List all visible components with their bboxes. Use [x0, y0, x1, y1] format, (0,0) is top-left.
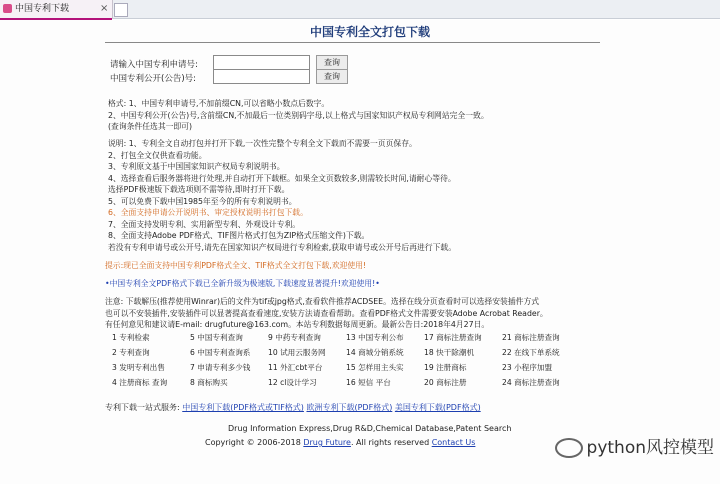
link-item[interactable]: 1 专利检索 — [112, 333, 150, 342]
us-patent-download-link[interactable]: 美国专利下载(PDF格式) — [394, 403, 481, 412]
link-item[interactable]: 23 小程序加盟 — [502, 363, 553, 372]
link-item[interactable]: 20 商标注册 — [424, 378, 467, 387]
link-item[interactable]: 4 注册商标 查询 — [112, 378, 168, 387]
browser-tab-bar — [0, 0, 720, 19]
link-item[interactable]: 12 cl设计学习 — [268, 378, 317, 387]
watermark — [555, 433, 714, 458]
instruction-line-7: 7、全面支持发明专利、实用新型专利、外观设计专利。 — [108, 219, 301, 229]
link-item[interactable]: 21 商标注册查询 — [502, 333, 560, 342]
contact-us-link[interactable]: Contact Us — [431, 438, 476, 447]
publication-number-input[interactable] — [213, 69, 310, 84]
tip-line: 提示:现已全面支持中国专利PDF格式全文、TIF格式全文打包下载,欢迎使用! — [105, 261, 367, 270]
site-favicon-icon — [3, 4, 12, 13]
format-line-1: 格式: 1、中国专利申请号,不加前缀CN,可以省略小数点后数字。 — [108, 99, 330, 108]
watermark-text: python风控模型 — [586, 438, 714, 458]
link-item[interactable]: 14 商城分销系统 — [346, 348, 404, 357]
link-item[interactable]: 2 专利查询 — [112, 348, 150, 357]
link-item[interactable]: 11 外汇cbt平台 — [268, 363, 323, 372]
instruction-line-4: 选择PDF极速版下载选项则不需等待,即时打开下载。 — [108, 185, 290, 194]
page-title: 中国专利全文打包下载 — [309, 25, 430, 39]
link-item[interactable]: 9 中药专利查询 — [268, 333, 321, 342]
search-application-button[interactable]: 查询 — [316, 55, 348, 70]
instruction-line-5: 5、可以免费下载中国1985年至今的所有专利说明书。 — [108, 196, 297, 206]
application-number-input[interactable] — [213, 55, 310, 70]
close-tab-icon[interactable]: × — [100, 3, 109, 14]
application-number-label: 请输入中国专利申请号: — [110, 60, 198, 70]
link-item[interactable]: 15 怎样用主头实 — [346, 363, 404, 372]
instruction-line-2: 3、专利原文基于中国国家知识产权局专利说明书。 — [108, 162, 285, 171]
publication-number-label: 中国专利公开(公告)号: — [110, 74, 196, 84]
attention-line-3: 有任何意见和建议请E-mail: drugfuture@163.com。本站专利数据每周更新。最新公告日:2018年4月27日。 — [105, 320, 490, 329]
eu-patent-download-link[interactable]: 欧洲专利下载(PDF格式) — [306, 403, 393, 412]
instructions — [108, 138, 456, 253]
copyright-prefix: Copyright © 2006-2018 — [205, 438, 304, 447]
instruction-line-6: 6、全面支持申请公开说明书、审定授权说明书打包下载。 — [108, 208, 308, 217]
copyright-mid: . All rights reserved — [350, 438, 432, 447]
footer-copyright — [205, 438, 475, 447]
format-line-3: (查询条件任选其一即可) — [108, 122, 193, 131]
instruction-line-9: 若没有专利申请号或公开号,请先在国家知识产权局进行专利检索,获取申请号或公开号后再进行下载。 — [108, 242, 457, 252]
link-item[interactable]: 22 在线下单系统 — [502, 348, 560, 357]
cn-patent-download-link[interactable]: 中国专利下载(PDF格式或TIF格式) — [182, 403, 304, 412]
link-item[interactable]: 18 快干除潮机 — [424, 348, 475, 357]
attention-notes — [105, 296, 548, 331]
tab-patent-download[interactable] — [0, 0, 113, 18]
onestop-service — [105, 402, 481, 413]
format-notes — [108, 98, 489, 133]
onestop-label: 专利下载一站式服务: — [105, 403, 180, 412]
instruction-line-3: 4、选择查看后服务器将进行处理,并自动打开下载框。如果全文页数较多,则需较长时间,请耐心等待。 — [108, 173, 456, 183]
link-item[interactable]: 8 商标购买 — [190, 378, 228, 387]
format-line-2: 2、中国专利公开(公告)号,含前缀CN,不加最后一位类别码字母,以上格式与国家知识产权局专利网站完全一致。 — [108, 110, 489, 120]
link-item[interactable]: 13 中国专利公布 — [346, 333, 404, 342]
search-publication-button[interactable]: 查询 — [316, 69, 348, 84]
wechat-icon — [555, 438, 583, 458]
link-item[interactable]: 5 中国专利查询 — [190, 333, 243, 342]
tab-label: 中国专利下载 — [15, 4, 70, 14]
instruction-line-1: 2、打包全文仅供查看功能。 — [108, 150, 207, 160]
attention-line-1: 注意: 下载解压(推荐使用Winrar)后的文件为tif或jpg格式,查看软件推荐ACDSEE。选择在线分页查看时可以选择安装插件方式 — [105, 297, 540, 306]
title-divider — [105, 42, 600, 43]
new-tab-button[interactable] — [114, 3, 128, 17]
page-content — [0, 20, 720, 484]
attention-line-2: 也可以不安装插件,安装插件可以显著提高查看速度,安装方法请查看帮助。查看PDF格式文件需要安装Adobe Acrobat Reader。 — [105, 308, 548, 318]
instruction-line-0: 说明: 1、专利全文自动打包并打开下载,一次性完整个专利全文下载而不需要一页页保存。 — [108, 139, 417, 148]
drug-future-link[interactable]: Drug Future — [303, 438, 351, 447]
link-item[interactable]: 3 发明专利出售 — [112, 363, 165, 372]
instruction-line-8: 8、全面支持Adobe PDF格式、TIF图片格式打包为ZIP格式压缩文件)下载。 — [108, 231, 370, 240]
upgrade-notice[interactable]: •中国专利全文PDF格式下载已全新升级为极速版,下载速度显著提升!欢迎使用!• — [105, 279, 380, 288]
footer-tagline: Drug Information Express,Drug R&D,Chemical Database,Patent Search — [228, 424, 512, 433]
link-item[interactable]: 7 申请专利多少钱 — [190, 363, 251, 372]
link-item[interactable]: 16 短信 平台 — [346, 378, 391, 387]
link-item[interactable]: 19 注册商标 — [424, 363, 467, 372]
link-item[interactable]: 6 中国专利查询系 — [190, 348, 251, 357]
link-item[interactable]: 10 试用云服务网 — [268, 348, 326, 357]
link-item[interactable]: 24 商标注册查询 — [502, 378, 560, 387]
link-item[interactable]: 17 商标注册查询 — [424, 333, 482, 342]
